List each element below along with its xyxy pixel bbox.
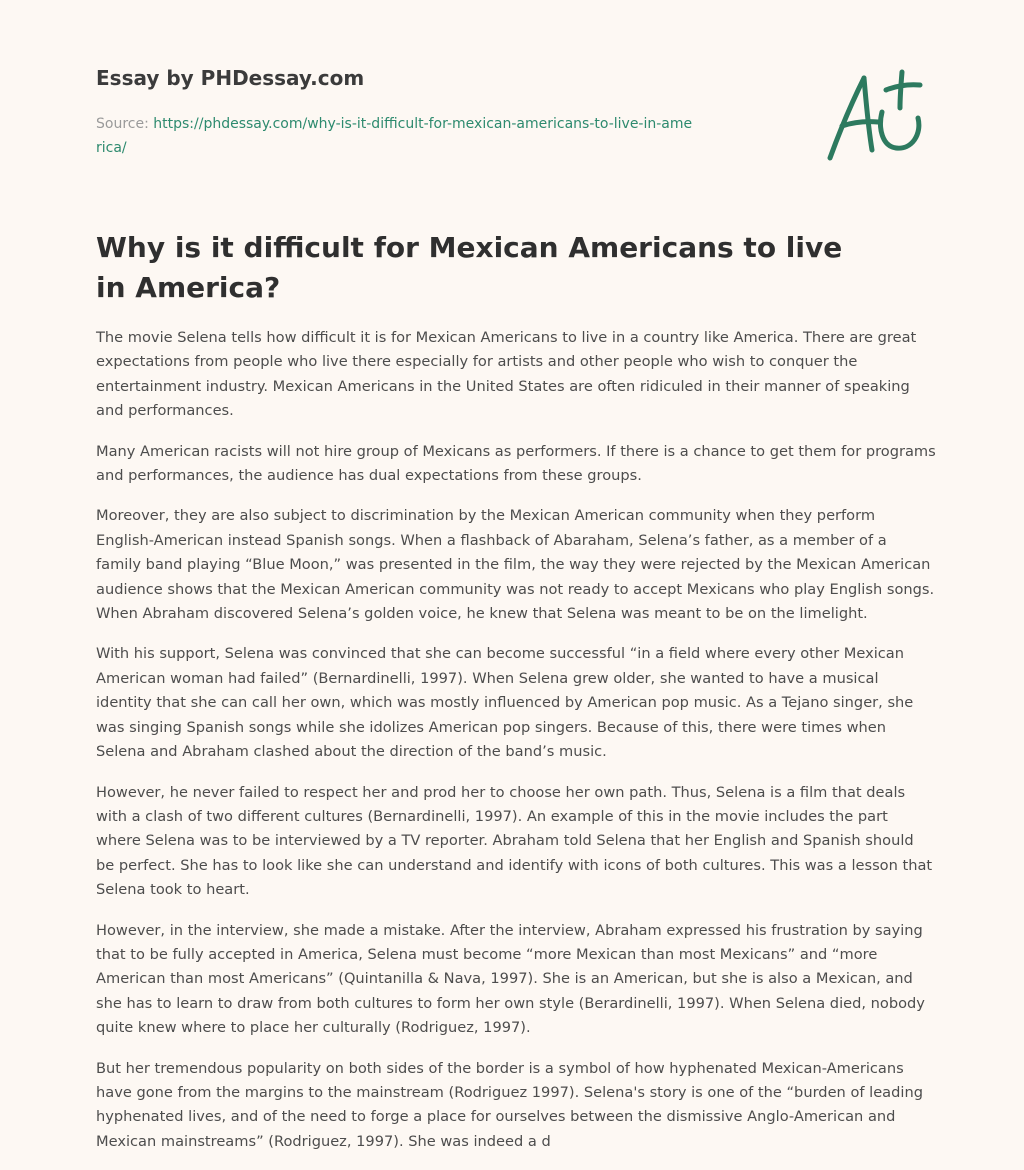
essay-paragraph: Moreover, they are also subject to discrimination by the Mexican American community when they perform English-American instead Spanish songs. When a flashback of Abaraham, Selena’s father, as a member of a family band playing “Blue Moon,” was presented in the film, the way they were rejected by the Mexican American audience shows that the Mexican American community was not ready to accept Mexicans who play English songs. When Abraham discovered Selena’s golden voice, he knew that Selena was meant to be on the limelight. <box>96 507 935 623</box>
essay-body <box>96 326 936 1170</box>
essay-paragraph: However, in the interview, she made a mistake. After the interview, Abraham expressed his frustration by saying that to be fully accepted in America, Selena must become “more Mexican than most Mexicans” and “more American than most Americans” (Quintanilla & Nava, 1997). She is an American, but she is also a Mexican, and she has to learn to draw from both cultures to form her own style (Berardinelli, 1997). When Selena died, nobody quite knew where to place her culturally (Rodriguez, 1997). <box>96 921 925 1037</box>
essay-paragraph: However, he never failed to respect her and prod her to choose her own path. Thus, Selena is a film that deals with a clash of two different cultures (Bernardinelli, 1997). An example of this in the movie includes the part where Selena was to be interviewed by a TV reporter. Abraham told Selena that her English and Spanish should be perfect. She has to look like she can understand and identify with icons of both cultures. This was a lesson that Selena took to heart. <box>96 783 933 899</box>
essay-paragraph: But her tremendous popularity on both sides of the border is a symbol of how hyphenated Mexican-Americans have gone from the margins to the mainstream (Rodriguez 1997). Selena's story is one of the “burden of leading hyphenated lives, and of the need to forge a place for ourselves between the dismissive Anglo-American and Mexican mainstreams” (Rodriguez, 1997). She was indeed a d <box>96 1059 923 1150</box>
site-title: Essay by PHDessay.com <box>96 66 365 90</box>
a-plus-grade-icon <box>820 66 932 166</box>
source-label: Source: <box>96 116 149 132</box>
source-line <box>96 112 696 160</box>
essay-paragraph: With his support, Selena was convinced that she can become successful “in a field where every other Mexican American woman had failed” (Bernardinelli, 1997). When Selena grew older, she wanted to have a musical identity that she can call her own, which was mostly influenced by American pop music. As a Tejano singer, she was singing Spanish songs while she idolizes American pop singers. Because of this, there were times when Selena and Abraham clashed about the direction of the band’s music. <box>96 645 914 761</box>
essay-title: Why is it difficult for Mexican Americans to live in America? <box>96 231 843 304</box>
source-link[interactable]: https://phdessay.com/why-is-it-difficult-for-mexican-americans-to-live-in-america/ <box>96 116 693 156</box>
essay-paragraph: Many American racists will not hire group of Mexicans as performers. If there is a chance to get them for programs and performances, the audience has dual expectations from these groups. <box>96 442 936 485</box>
essay-paragraph: The movie Selena tells how difficult it is for Mexican Americans to live in a country like America. There are great expectations from people who live there especially for artists and other people who wish to conquer the entertainment industry. Mexican Americans in the United States are often ridiculed in their manner of speaking and performances. <box>96 329 917 420</box>
page-header <box>96 64 736 160</box>
